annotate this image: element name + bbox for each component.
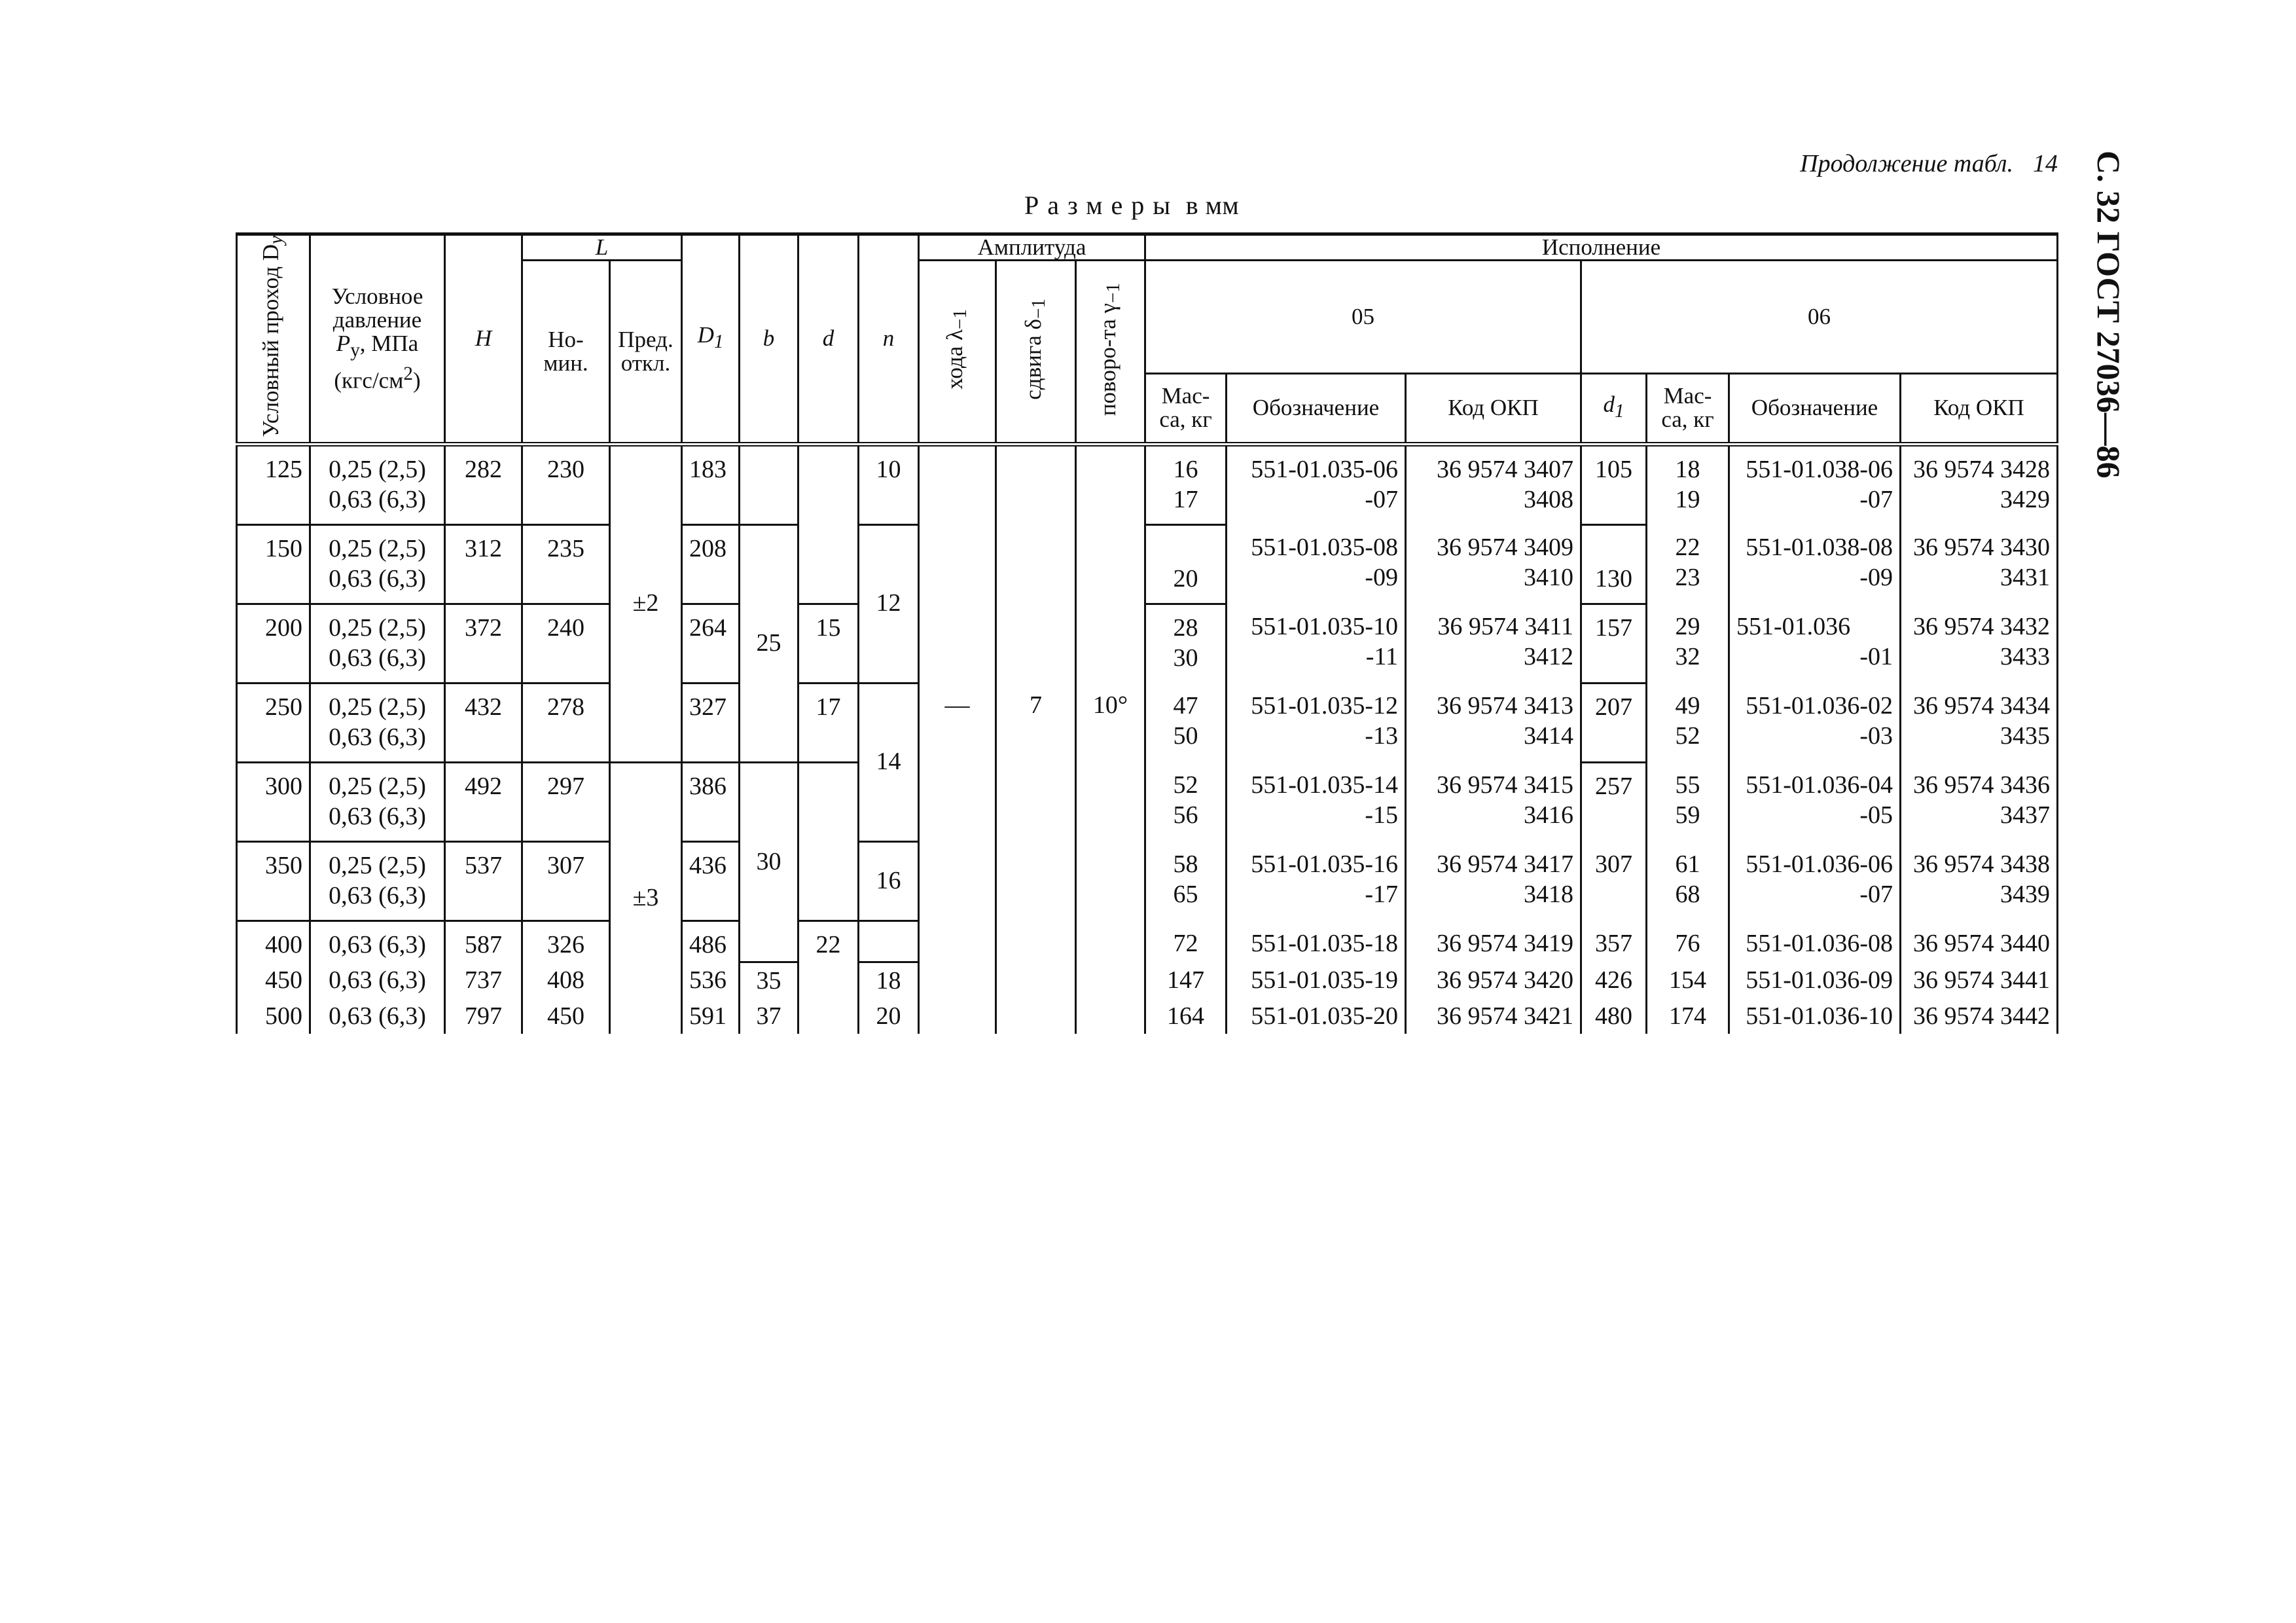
cell-H: 312 [445,524,522,604]
page-side-text: С. 32 ГОСТ 27036—86 [2090,151,2127,479]
cell-H: 372 [445,604,522,683]
cell-L: 297 [522,762,610,841]
col-dy: Условный проход $D_у$ [237,234,310,445]
cell-06-okp: 36 9574 3438 3439 [1901,841,2058,921]
page-side-header [2089,151,2128,478]
cell-05-designation: 551-01.035-14 -15 [1227,762,1406,841]
table-row [237,998,2058,1034]
cell-06-designation: 551-01.036 -01 [1729,604,1901,683]
cell-06-d1: 207 [1581,683,1647,762]
cell-06-okp: 36 9574 3440 [1901,921,2058,962]
cell-L-dev: ±3 [610,762,682,1034]
table-row [237,524,2058,604]
cell-06-okp: 36 9574 3432 3433 [1901,604,2058,683]
cell-d-empty [798,444,859,604]
col-L: L [522,234,682,261]
amp-rot-value: 10° [1092,691,1128,720]
cell-D1: 327 [682,683,740,762]
cell-06-okp: 36 9574 3434 3435 [1901,683,2058,762]
cell-d: 15 [798,604,859,683]
cell-H: 797 [445,998,522,1034]
cell-05-mass: 20 [1145,524,1227,604]
cell-06-designation: 551-01.036-02 -03 [1729,683,1901,762]
cell-py: 0,63 (6,3) [310,962,445,999]
table-row [237,762,2058,841]
cell-05-designation: 551-01.035-12 -13 [1227,683,1406,762]
cell-06-d1: 157 [1581,604,1647,683]
cell-py: 0,63 (6,3) [310,921,445,962]
col-06-designation: Обозначение [1729,373,1901,444]
cell-06-mass: 174 [1647,998,1729,1034]
cell-L: 278 [522,683,610,762]
cell-dy: 450 [237,962,310,999]
units-caption [1024,190,1239,221]
cell-L: 408 [522,962,610,999]
cell-H: 587 [445,921,522,962]
cell-n: 10 [859,444,919,524]
cell-06-okp: 36 9574 3430 3431 [1901,524,2058,604]
cell-05-designation: 551-01.035-18 [1227,921,1406,962]
cell-py: 0,25 (2,5) 0,63 (6,3) [310,762,445,841]
cell-dy: 400 [237,921,310,962]
cell-05-okp: 36 9574 3409 3410 [1406,524,1581,604]
cell-L: 326 [522,921,610,962]
cell-H: 432 [445,683,522,762]
col-05-okp: Код ОКП [1406,373,1581,444]
col-amp-rot: поворо-та $\gamma_{-1}$ [1076,261,1145,445]
col-D1: $D_1$ [682,234,740,445]
cell-05-okp: 36 9574 3415 3416 [1406,762,1581,841]
table-row [237,604,2058,683]
cell-06-mass: 154 [1647,962,1729,999]
cell-05-mass: 72 [1145,921,1227,962]
cell-06-mass: 55 59 [1647,762,1729,841]
cell-05-okp: 36 9574 3417 3418 [1406,841,1581,921]
continuation-label [1780,149,2058,178]
cell-D1: 591 [682,998,740,1034]
col-exec-06: 06 [1581,261,2058,374]
col-b: b [740,234,798,445]
cell-n-empty [859,921,919,962]
cell-b-empty [740,444,798,524]
cell-05-designation: 551-01.035-08 -09 [1227,524,1406,604]
cell-d: 17 [798,683,859,762]
cell-06-d1: 307 [1581,841,1647,921]
cell-L: 307 [522,841,610,921]
cell-06-okp: 36 9574 3436 3437 [1901,762,2058,841]
cell-n: 20 [859,998,919,1034]
cell-05-mass: 52 56 [1145,762,1227,841]
col-05-mass: Мас-са, кг [1145,373,1227,444]
col-L-nom: Но-мин. [522,261,610,445]
cell-py: 0,25 (2,5) 0,63 (6,3) [310,841,445,921]
col-n: n [859,234,919,445]
continuation-text: Продолжение табл. [1800,150,2013,177]
cell-05-okp: 36 9574 3419 [1406,921,1581,962]
cell-dy: 350 [237,841,310,921]
table-number: 14 [2033,150,2058,177]
cell-06-okp: 36 9574 3441 [1901,962,2058,999]
cell-05-okp: 36 9574 3421 [1406,998,1581,1034]
col-amplitude: Амплитуда [919,234,1145,261]
cell-L: 450 [522,998,610,1034]
cell-06-mass: 22 23 [1647,524,1729,604]
cell-n: 16 [859,841,919,921]
col-06-d1: $d_1$ [1581,373,1647,444]
cell-06-okp: 36 9574 3428 3429 [1901,444,2058,524]
cell-L: 240 [522,604,610,683]
cell-05-okp: 36 9574 3411 3412 [1406,604,1581,683]
cell-05-designation: 551-01.035-19 [1227,962,1406,999]
cell-amp-rot-empty [1076,444,1145,1034]
cell-d-empty [798,762,859,921]
cell-L-dev: ±2 [610,444,682,762]
cell-d: 22 [798,921,859,1034]
cell-amp-shift-empty [996,444,1076,1034]
cell-06-designation: 551-01.036-04 -05 [1729,762,1901,841]
col-L-dev: Пред. откл. [610,261,682,445]
cell-05-mass: 58 65 [1145,841,1227,921]
dimensions-table [236,232,2058,1034]
cell-H: 537 [445,841,522,921]
cell-b: 30 [740,762,798,962]
cell-dy: 250 [237,683,310,762]
cell-06-designation: 551-01.036-08 [1729,921,1901,962]
cell-H: 492 [445,762,522,841]
cell-05-designation: 551-01.035-16 -17 [1227,841,1406,921]
amp-travel-value: — [944,691,970,720]
cell-06-d1: 480 [1581,998,1647,1034]
cell-D1: 486 [682,921,740,962]
col-execution: Исполнение [1145,234,2058,261]
col-d: d [798,234,859,445]
cell-05-designation: 551-01.035-20 [1227,998,1406,1034]
cell-n: 12 [859,524,919,683]
cell-b: 35 [740,962,798,999]
cell-05-designation: 551-01.035-10 -11 [1227,604,1406,683]
cell-06-d1: 130 [1581,524,1647,604]
col-06-okp: Код ОКП [1901,373,2058,444]
col-py: Условное давление $P_у$, МПа $(кгс/см^2)$ [310,234,445,445]
cell-05-mass: 164 [1145,998,1227,1034]
col-amp-travel: хода $\lambda_{-1}$ [919,261,996,445]
cell-py: 0,25 (2,5) 0,63 (6,3) [310,683,445,762]
cell-L: 235 [522,524,610,604]
cell-06-d1: 426 [1581,962,1647,999]
cell-05-mass: 16 17 [1145,444,1227,524]
col-05-designation: Обозначение [1227,373,1406,444]
cell-06-okp: 36 9574 3442 [1901,998,2058,1034]
dimensions-table-wrapper [236,232,2058,1034]
cell-py: 0,25 (2,5) 0,63 (6,3) [310,444,445,524]
cell-b: 25 [740,524,798,762]
cell-L: 230 [522,444,610,524]
cell-D1: 264 [682,604,740,683]
cell-n: 18 [859,962,919,999]
cell-06-mass: 29 32 [1647,604,1729,683]
cell-D1: 386 [682,762,740,841]
units-suffix: в мм [1185,191,1240,220]
cell-D1: 436 [682,841,740,921]
cell-06-designation: 551-01.038-06 -07 [1729,444,1901,524]
table-row [237,962,2058,999]
cell-py: 0,25 (2,5) 0,63 (6,3) [310,604,445,683]
units-prefix: Размеры [1024,191,1179,220]
cell-H: 282 [445,444,522,524]
cell-dy: 150 [237,524,310,604]
amp-shift-value: 7 [1030,691,1042,720]
cell-H: 737 [445,962,522,999]
cell-05-designation: 551-01.035-06 -07 [1227,444,1406,524]
cell-06-d1: 357 [1581,921,1647,962]
cell-dy: 500 [237,998,310,1034]
cell-D1: 536 [682,962,740,999]
cell-05-okp: 36 9574 3420 [1406,962,1581,999]
cell-py: 0,63 (6,3) [310,998,445,1034]
col-06-mass: Мас-са, кг [1647,373,1729,444]
col-exec-05: 05 [1145,261,1581,374]
cell-05-okp: 36 9574 3413 3414 [1406,683,1581,762]
cell-06-designation: 551-01.036-06 -07 [1729,841,1901,921]
cell-06-mass: 76 [1647,921,1729,962]
cell-D1: 183 [682,444,740,524]
cell-06-designation: 551-01.036-09 [1729,962,1901,999]
cell-b: 37 [740,998,798,1034]
col-amp-shift: сдвига $\delta_{-1}$ [996,261,1076,445]
cell-py: 0,25 (2,5) 0,63 (6,3) [310,524,445,604]
col-H: H [445,234,522,445]
cell-n: 14 [859,683,919,841]
cell-06-mass: 18 19 [1647,444,1729,524]
cell-06-d1: 105 [1581,444,1647,524]
cell-06-mass: 49 52 [1647,683,1729,762]
cell-06-mass: 61 68 [1647,841,1729,921]
cell-06-designation: 551-01.038-08 -09 [1729,524,1901,604]
cell-05-okp: 36 9574 3407 3408 [1406,444,1581,524]
table-row [237,921,2058,962]
cell-amp-travel-empty [919,444,996,1034]
table-row [237,841,2058,921]
cell-06-d1: 257 [1581,762,1647,841]
cell-05-mass: 47 50 [1145,683,1227,762]
table-row [237,444,2058,524]
cell-05-mass: 28 30 [1145,604,1227,683]
cell-06-designation: 551-01.036-10 [1729,998,1901,1034]
cell-dy: 200 [237,604,310,683]
cell-05-mass: 147 [1145,962,1227,999]
table-row [237,683,2058,762]
cell-dy: 300 [237,762,310,841]
cell-D1: 208 [682,524,740,604]
cell-dy: 125 [237,444,310,524]
